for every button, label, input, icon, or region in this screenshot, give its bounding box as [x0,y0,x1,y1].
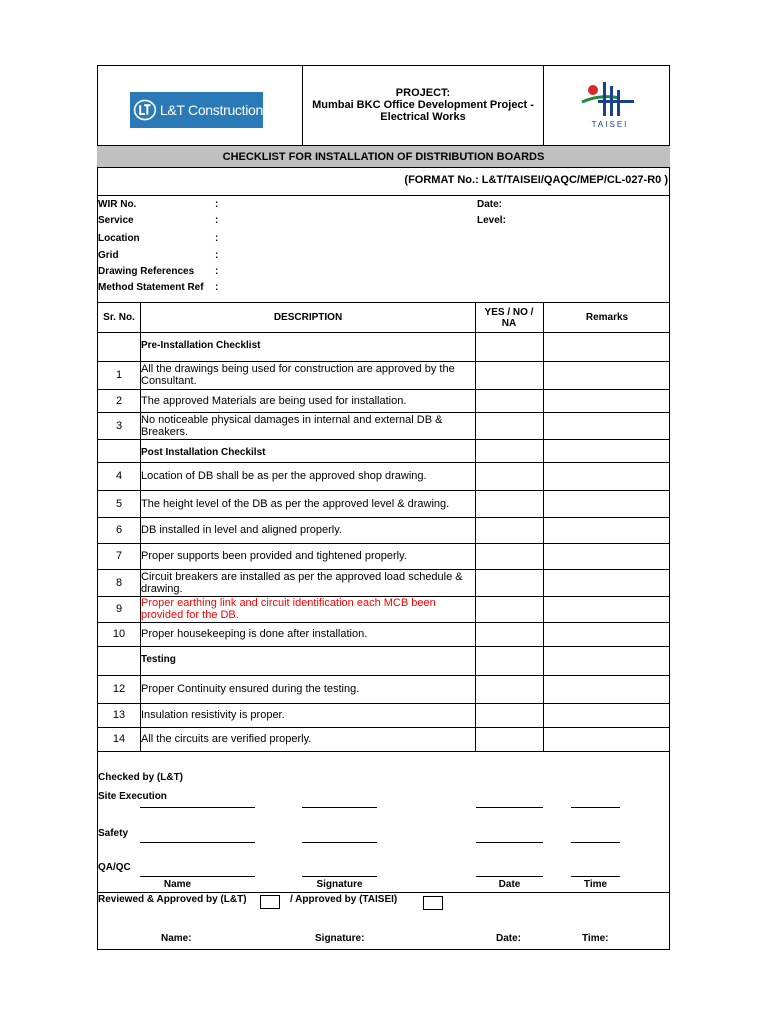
site-execution-time-line[interactable] [571,807,620,808]
name-label: Name: [161,933,192,944]
table-row [0,622,768,646]
field-sep: : [215,282,219,293]
yes-no-na-cell[interactable] [476,544,543,569]
yes-no-na-cell[interactable] [476,491,543,517]
row-description: Proper Continuity ensured during the testing. [141,683,360,695]
format-number: (FORMAT No.: L&T/TAISEI/QAQC/MEP/CL-027-R0 ) [404,174,668,186]
project-label: PROJECT: [395,87,451,99]
lt-construction-logo [130,92,263,128]
field-location: Location [98,233,140,244]
section-heading: Testing [141,654,176,665]
col-name-label: Name [163,879,192,890]
remarks-cell[interactable] [544,623,669,646]
field-sep: : [215,233,219,244]
taisei-logo [580,78,640,133]
yes-no-na-cell[interactable] [476,463,543,490]
row-number: 10 [112,628,126,640]
row-description: Insulation resistivity is proper. [141,709,285,721]
remarks-cell[interactable] [544,390,669,412]
field-method-statement-ref: Method Statement Ref [98,282,204,293]
remarks-cell[interactable] [544,362,669,389]
field-sep: : [215,250,219,261]
row-number: 13 [112,709,126,721]
row-number: 6 [115,524,123,536]
remarks-cell[interactable] [544,647,669,675]
yes-no-na-cell[interactable] [476,413,543,439]
table-row [0,596,768,622]
remarks-cell[interactable] [544,570,669,596]
remarks-cell[interactable] [544,463,669,490]
site-execution-date-line[interactable] [476,807,543,808]
lt-logo-text: L&T Construction [159,102,263,118]
remarks-cell[interactable] [544,491,669,517]
site-execution-signature-line[interactable] [302,807,377,808]
safety-label: Safety [98,828,129,839]
qaqc-time-line[interactable] [571,876,620,877]
row-number: 3 [115,419,123,432]
yes-no-na-cell[interactable] [476,362,543,389]
row-number [98,646,140,675]
row-number: 12 [112,683,126,695]
yes-no-na-cell[interactable] [476,390,543,412]
row-number: 7 [115,550,123,562]
row-number: 4 [115,470,123,482]
col-header-yes-no-na: YES / NO / NA [484,306,534,329]
table-row [0,462,768,490]
row-number: 9 [115,603,123,615]
checked-by-label: Checked by (L&T) [98,772,184,783]
checklist-title: CHECKLIST FOR INSTALLATION OF DISTRIBUTION BOARDS [97,145,670,168]
site-execution-name-line[interactable] [140,807,255,808]
field-service: Service [98,215,134,226]
table-row [0,727,768,751]
row-description: All the circuits are verified properly. [141,733,312,745]
section-row [0,646,768,675]
table-row [0,675,768,703]
yes-no-na-cell[interactable] [476,440,543,462]
row-number: 2 [115,394,123,407]
level-label: Level: [477,215,506,226]
row-description: Location of DB shall be as per the approved shop drawing. [141,470,427,482]
table-row [0,412,768,439]
row-description: Proper housekeeping is done after installation. [141,628,368,640]
date-approval-label: Date: [496,933,522,944]
section-heading: Pre-Installation Checklist [141,340,261,351]
row-description: DB installed in level and aligned properly. [141,524,342,536]
project-block [303,87,543,123]
col-date-label: Date [498,879,521,890]
remarks-cell[interactable] [544,413,669,439]
qaqc-label: QA/QC [98,862,131,873]
approved-taisei-label: / Approved by (TAISEI) [290,894,398,905]
table-row [0,361,768,389]
section-row [0,332,768,361]
remarks-cell[interactable] [544,518,669,543]
yes-no-na-cell[interactable] [476,728,543,751]
field-grid: Grid [98,250,119,261]
field-drawing-references: Drawing References [98,266,195,277]
remarks-cell[interactable] [544,597,669,622]
row-description: No noticeable physical damages in internal and external DB & Breakers. [141,413,443,438]
yes-no-na-cell[interactable] [476,570,543,596]
row-description: Proper earthing link and circuit identification each MCB been provided for the DB. [141,597,436,621]
table-row [0,703,768,727]
col-time-label: Time [583,879,608,890]
reviewed-lt-checkbox[interactable] [260,895,280,909]
yes-no-na-cell[interactable] [476,333,543,361]
section-row [0,439,768,462]
safety-signature-line[interactable] [302,842,377,843]
safety-name-line[interactable] [140,842,255,843]
remarks-cell[interactable] [544,440,669,462]
col-header-remarks: Remarks [585,312,629,323]
field-wir-no: WIR No. [98,199,137,210]
row-number: 5 [115,497,123,510]
row-number [98,439,140,462]
field-sep: : [215,215,219,226]
qaqc-name-line[interactable] [140,876,255,877]
yes-no-na-cell[interactable] [476,597,543,622]
yes-no-na-cell[interactable] [476,704,543,727]
date-label: Date: [477,199,503,210]
signature-label: Signature: [315,933,365,944]
remarks-cell[interactable] [544,544,669,569]
yes-no-na-cell[interactable] [476,676,543,703]
row-description: Proper supports been provided and tightened properly. [141,550,407,562]
table-row [0,543,768,569]
row-number: 8 [115,576,123,589]
table-row [0,569,768,596]
row-number: 1 [115,369,123,381]
row-number [98,332,140,361]
project-name: Mumbai BKC Office Development Project - Electrical Works [312,99,534,123]
qaqc-date-line[interactable] [476,876,543,877]
remarks-cell[interactable] [544,676,669,703]
safety-time-line[interactable] [571,842,620,843]
lt-emblem-icon [133,95,157,125]
remarks-cell[interactable] [544,333,669,361]
row-description: All the drawings being used for construction are approved by the Consultant. [141,363,455,387]
col-header-sr-no: Sr. No. [103,312,135,323]
taisei-logo-text: TAISEI [591,120,629,129]
qaqc-signature-line[interactable] [302,876,377,877]
yes-no-na-cell[interactable] [476,623,543,646]
row-description: Circuit breakers are installed as per the approved load schedule & drawing. [141,570,463,595]
reviewed-approved-lt-label: Reviewed & Approved by (L&T) [98,894,247,905]
table-row [0,490,768,517]
remarks-cell[interactable] [544,728,669,751]
remarks-cell[interactable] [544,704,669,727]
row-description: The approved Materials are being used for installation. [141,394,407,407]
time-approval-label: Time: [582,933,609,944]
row-description: The height level of the DB as per the approved level & drawing. [141,497,450,510]
yes-no-na-cell[interactable] [476,518,543,543]
row-number: 14 [112,733,126,745]
field-sep: : [215,199,219,210]
field-sep: : [215,266,219,277]
approved-taisei-checkbox[interactable] [423,896,443,910]
taisei-emblem-icon [580,78,640,120]
col-header-description: DESCRIPTION [273,312,343,323]
yes-no-na-cell[interactable] [476,647,543,675]
safety-date-line[interactable] [476,842,543,843]
table-row [0,389,768,412]
site-execution-label: Site Execution [98,791,167,802]
table-row [0,517,768,543]
section-heading: Post Installation Checkilst [141,447,266,458]
col-signature-label: Signature [316,879,363,890]
